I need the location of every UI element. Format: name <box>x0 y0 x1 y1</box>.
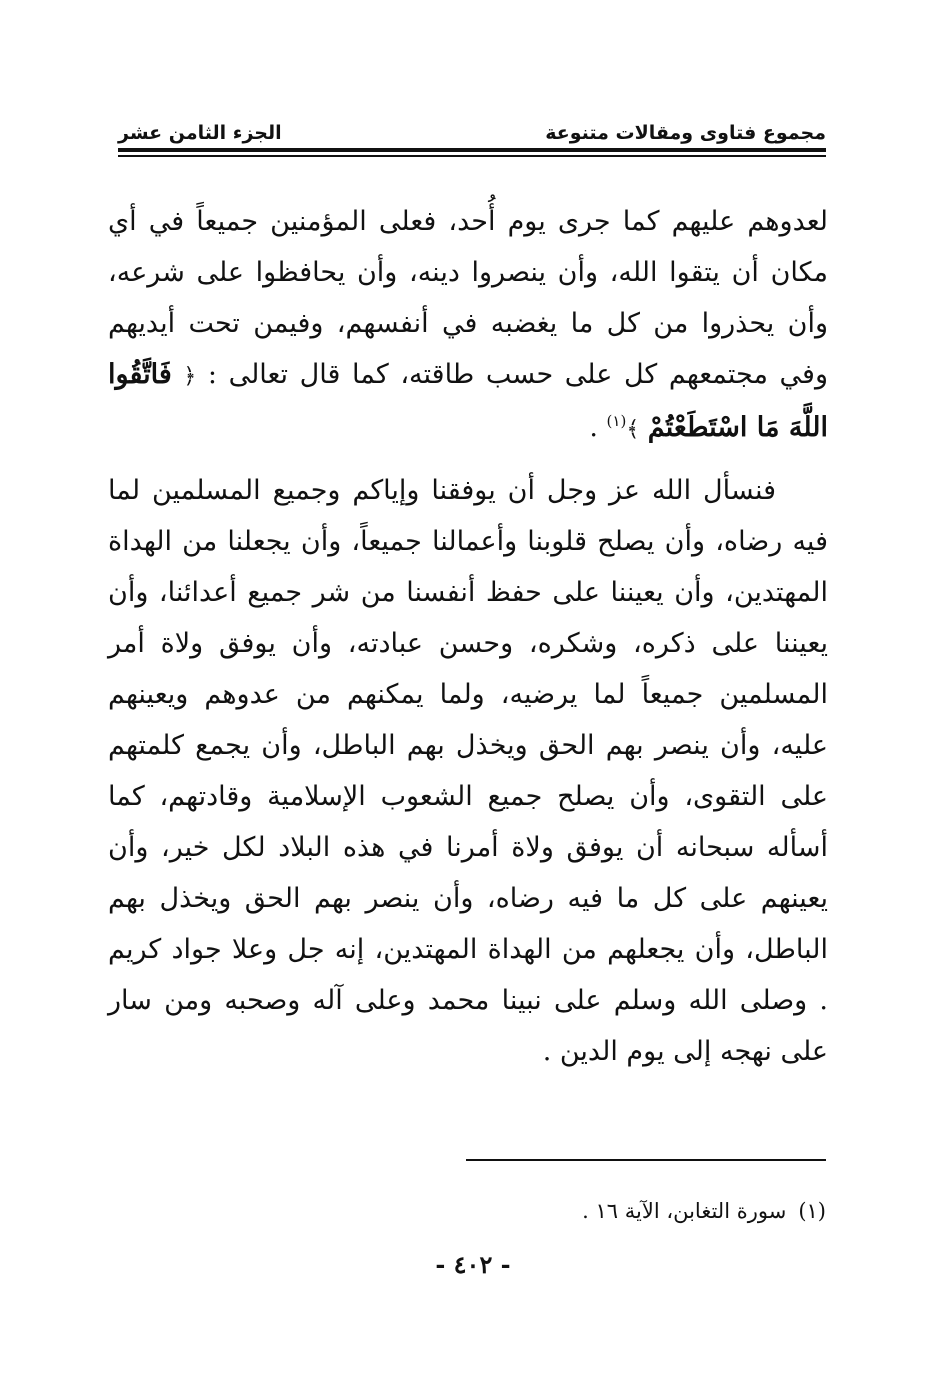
footnote-number: (١) <box>798 1199 826 1223</box>
header-rule-thick <box>118 148 826 152</box>
page-number: - ٤٠٢ - <box>435 1250 511 1279</box>
quran-close-bracket: ﴾ <box>626 417 640 442</box>
header-book-title: مجموع فتاوى ومقالات متنوعة <box>545 122 826 144</box>
paragraph-1-text: لعدوهم عليهم كما جرى يوم أُحد، فعلى المؤمنين جميعاً في أي مكان أن يتقوا الله، وأن ينصروا دينه، وأن يحافظوا على شرعه، وأن يحذروا من كل ما يغضبه في أنفسهم، وفيمن تحت أيديهم وفي مجتمعهم كل على حسب طاقته، كما قال تعالى : <box>108 206 828 390</box>
running-header <box>118 112 826 144</box>
header-volume-title: الجزء الثامن عشر <box>118 122 282 144</box>
quran-verse: فَاتَّقُوا اللَّهَ مَا اسْتَطَعْتُمْ <box>108 359 828 443</box>
footnote <box>300 1196 826 1226</box>
paragraph-2: فنسأل الله عز وجل أن يوفقنا وإياكم وجميع المسلمين لما فيه رضاه، وأن يصلح قلوبنا وأعمالنا جميعاً، وأن يجعلنا من الهداة المهتدين، وأن يعيننا على حفظ أنفسنا من شر جميع أعدائنا، وأن يعيننا على ذكره، وشكره، وحسن عبادته، وأن يوفق ولاة أمر المسلمين جميعاً لما يرضيه، ولما يمكنهم من عدوهم ويعينهم عليه، وأن ينصر بهم الحق ويخذل بهم الباطل، وأن يجمع كلمتهم على التقوى، وأن يصلح جميع الشعوب الإسلامية وقادتهم، كما أسأله سبحانه أن يوفق ولاة أمرنا في هذه البلاد لكل خير، وأن يعينهم على كل ما فيه رضاه، وأن ينصر بهم الحق ويخذل بهم الباطل، وأن يجعلهم من الهداة المهتدين، إنه جل وعلا جواد كريم . وصلى الله وسلم على نبينا محمد وعلى آله وصحبه ومن سار على نهجه إلى يوم الدين . <box>108 475 828 1067</box>
footnote-reference: (١) <box>606 412 627 430</box>
header-rule-thin <box>118 155 826 157</box>
quran-open-bracket: ﴿ <box>183 364 197 389</box>
footnote-text: سورة التغابن، الآية ١٦ . <box>582 1199 787 1223</box>
paragraph-1-end: . <box>589 412 607 443</box>
paragraph-1 <box>108 196 828 455</box>
footnote-separator <box>466 1159 826 1161</box>
main-text <box>108 196 828 1077</box>
